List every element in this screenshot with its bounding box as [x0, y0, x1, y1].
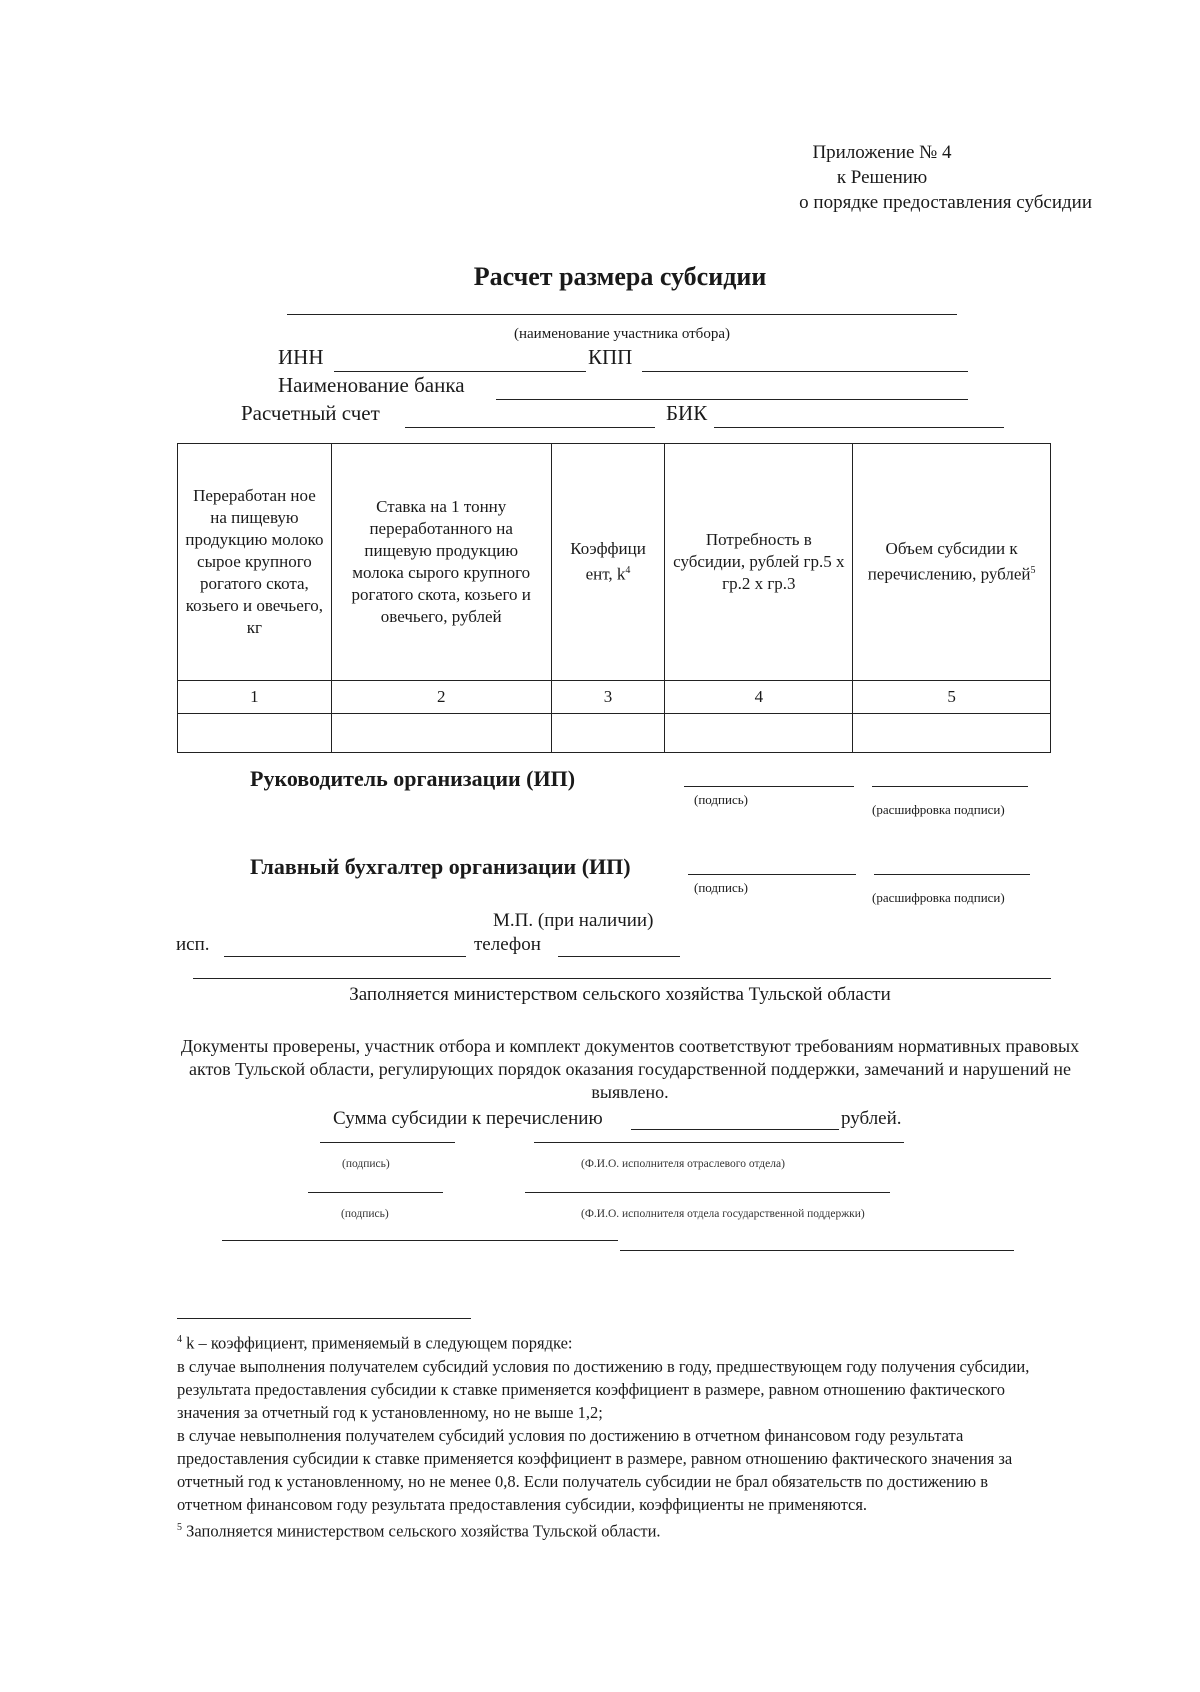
- bik-line[interactable]: [714, 427, 1004, 428]
- sig2-caption: (подпись): [341, 1208, 389, 1220]
- table-cell[interactable]: [178, 714, 332, 753]
- subsidy-calc-table: [177, 443, 1051, 753]
- executor-line[interactable]: [224, 956, 466, 957]
- column-number: 2: [331, 681, 551, 714]
- appendix-line-2: к Решению: [836, 167, 928, 188]
- participant-caption: (наименование участника отбора): [514, 326, 730, 342]
- sum-unit: рублей.: [841, 1108, 902, 1129]
- table-cell[interactable]: [551, 714, 665, 753]
- head-label: Руководитель организации (ИП): [250, 766, 576, 791]
- section-divider: [193, 978, 1051, 979]
- table-header-cell: Коэффици ент, $k^4$: [551, 444, 665, 681]
- bank-label: Наименование банка: [278, 373, 465, 397]
- table-row: [178, 714, 1051, 753]
- bottom-line-left: [222, 1240, 618, 1241]
- appendix-header: [672, 140, 1092, 215]
- head-signature-line[interactable]: [684, 786, 854, 787]
- column-number: 1: [178, 681, 332, 714]
- page-title: Расчет размера субсидии: [473, 262, 767, 291]
- account-label: Расчетный счет: [241, 401, 380, 425]
- head-decoding-caption: (расшифровка подписи): [872, 802, 1005, 817]
- table-header-row: [178, 444, 1051, 681]
- bottom-line-right: [620, 1250, 1014, 1251]
- footnote-4-intro: $^4$ k – коэффициент, применяемый в следующем порядке:: [177, 1333, 573, 1353]
- fio2-line[interactable]: [525, 1192, 890, 1193]
- sum-line[interactable]: [631, 1129, 839, 1130]
- appendix-line-3: о порядке предоставления субсидии: [799, 192, 1092, 213]
- stamp-label: М.П. (при наличии): [493, 910, 654, 931]
- table-header-cell: Объем субсидии к перечислению, рублей$^5$: [853, 444, 1051, 681]
- footnote-5: $^5$ Заполняется министерством сельского хозяйства Тульской области.: [177, 1521, 661, 1540]
- bank-line[interactable]: [496, 399, 968, 400]
- column-number: 3: [551, 681, 665, 714]
- fio1-line[interactable]: [534, 1142, 904, 1143]
- phone-line[interactable]: [558, 956, 680, 957]
- table-cell[interactable]: [331, 714, 551, 753]
- column-number: 4: [665, 681, 853, 714]
- fio1-caption: (Ф.И.О. исполнителя отраслевого отдела): [581, 1158, 785, 1170]
- checked-statement: Документы проверены, участник отбора и комплект документов соответствуют требованиям нормативных правовых актов Тульской области, регулирующих порядок оказания государственной поддержки, замечаний и нарушений не выявлено.: [180, 1036, 1080, 1102]
- head-decoding-line[interactable]: [872, 786, 1028, 787]
- fio2-caption: (Ф.И.О. исполнителя отдела государственной поддержки): [581, 1208, 865, 1220]
- head-signature-caption: (подпись): [694, 792, 748, 807]
- footnote-separator: [177, 1318, 471, 1319]
- participant-name-line[interactable]: [287, 314, 957, 315]
- account-line[interactable]: [405, 427, 655, 428]
- inn-label: ИНН: [278, 345, 324, 369]
- accountant-decoding-caption: (расшифровка подписи): [872, 890, 1005, 905]
- kpp-line[interactable]: [642, 371, 968, 372]
- accountant-label: Главный бухгалтер организации (ИП): [250, 854, 631, 879]
- accountant-decoding-line[interactable]: [874, 874, 1030, 875]
- sig1-caption: (подпись): [342, 1158, 390, 1170]
- table-number-row: [178, 681, 1051, 714]
- ministry-fill-note: Заполняется министерством сельского хозяйства Тульской области: [349, 984, 891, 1005]
- footnote-4-paragraph-1: в случае выполнения получателем субсидий условия по достижению в году, предшествующем году получения субсидии, результата предоставления субсидии к ставке применяется коэффициент в размере, равном отношению фактического значения за отчетный год к установленному, но не выше 1,2;: [177, 1356, 1030, 1422]
- sig2-line[interactable]: [308, 1192, 443, 1193]
- accountant-signature-line[interactable]: [688, 874, 856, 875]
- kpp-label: КПП: [588, 345, 633, 369]
- column-number: 5: [853, 681, 1051, 714]
- appendix-line-1: Приложение № 4: [812, 142, 952, 163]
- bik-label: БИК: [666, 401, 708, 425]
- table-header-cell: Ставка на 1 тонну переработанного на пищевую продукцию молока сырого крупного рогатого скота, козьего и овечьего, рублей: [331, 444, 551, 681]
- table-header-cell: Переработан ное на пищевую продукцию молоко сырое крупного рогатого скота, козьего и овечьего, кг: [178, 444, 332, 681]
- executor-label: исп.: [176, 934, 210, 955]
- sig1-line[interactable]: [320, 1142, 455, 1143]
- phone-label: телефон: [474, 934, 541, 955]
- inn-line[interactable]: [334, 371, 586, 372]
- table-cell[interactable]: [665, 714, 853, 753]
- sum-label: Сумма субсидии к перечислению: [333, 1108, 603, 1129]
- table-header-cell: Потребность в субсидии, рублей гр.5 х гр.2 х гр.3: [665, 444, 853, 681]
- table-cell[interactable]: [853, 714, 1051, 753]
- accountant-signature-caption: (подпись): [694, 880, 748, 895]
- footnote-4-paragraph-2: в случае невыполнения получателем субсидий условия по достижению в отчетном финансовом году результата предоставления субсидии к ставке применяется коэффициент в размере, равном отношению фактического значения за отчетный год к установленному, но не менее 0,8. Если получатель субсидии не брал обязательств по достижению в отчетном финансовом году результата предоставления субсидии, коэффициенты не применяются.: [177, 1425, 1013, 1514]
- footnotes: [177, 1328, 1057, 1542]
